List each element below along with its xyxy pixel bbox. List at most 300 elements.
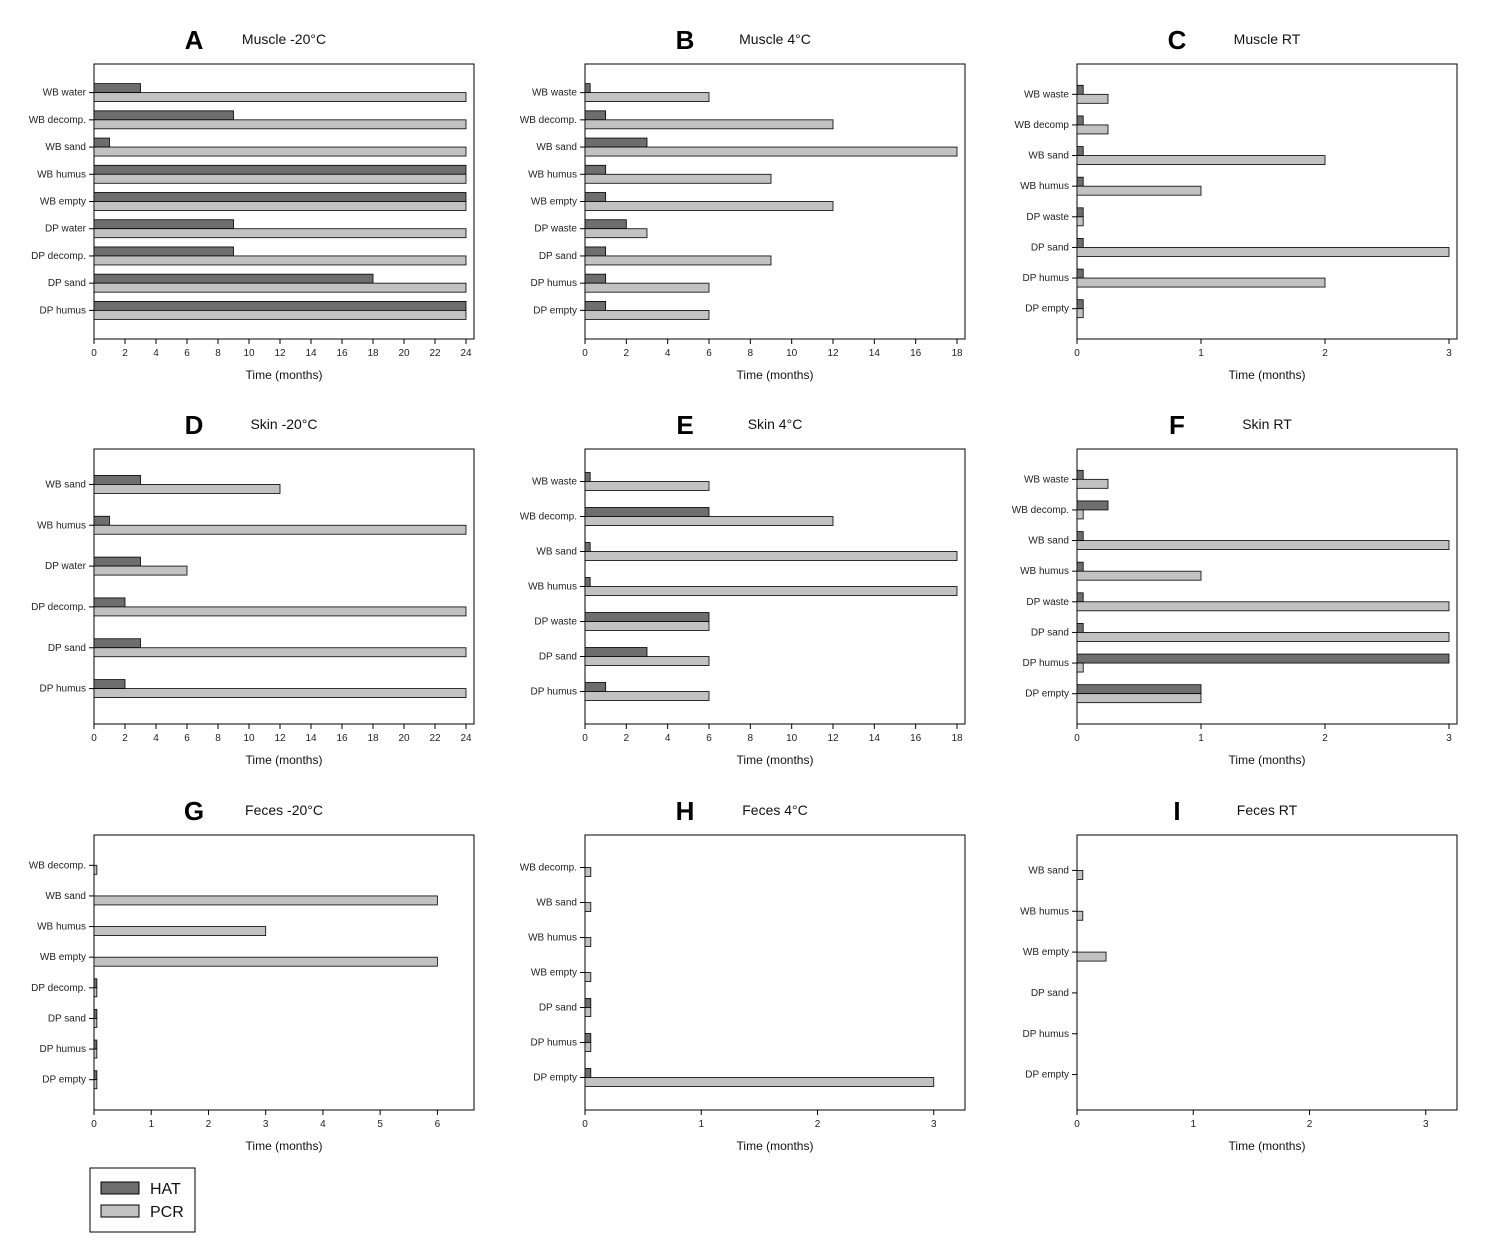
bar-pcr xyxy=(94,174,466,183)
x-tick-label: 2 xyxy=(122,348,128,359)
x-tick-label: 2 xyxy=(122,733,128,744)
bar-pcr xyxy=(585,587,957,596)
x-tick-label: 4 xyxy=(320,1119,326,1130)
x-axis-title: Time (months) xyxy=(245,368,323,382)
plot-frame xyxy=(585,835,965,1110)
panel-letter: B xyxy=(675,25,695,55)
bar-hat xyxy=(1077,269,1083,278)
bar-hat xyxy=(585,111,606,120)
bar-hat xyxy=(94,680,125,689)
category-label: WB decomp. xyxy=(519,511,577,523)
bar-pcr xyxy=(585,1008,591,1017)
bar-hat xyxy=(1077,177,1083,186)
bar-hat xyxy=(585,578,590,587)
panel-i xyxy=(1020,796,1457,1153)
panel-c xyxy=(1015,25,1457,382)
x-tick-label: 4 xyxy=(664,348,671,359)
bar-pcr xyxy=(585,93,709,102)
x-tick-label: 3 xyxy=(1446,733,1452,744)
x-tick-label: 6 xyxy=(706,733,712,744)
bar-pcr xyxy=(94,927,266,936)
x-tick-label: 8 xyxy=(747,348,754,359)
x-tick-label: 2 xyxy=(205,1119,212,1130)
bar-pcr xyxy=(585,938,591,947)
category-label: DP humus xyxy=(530,278,577,290)
category-label: WB empty xyxy=(39,952,86,964)
x-tick-label: 2 xyxy=(814,1119,821,1130)
category-label: WB empty xyxy=(1022,947,1069,959)
bar-hat xyxy=(94,111,234,120)
bar-pcr xyxy=(585,482,709,491)
x-tick-label: 1 xyxy=(148,1119,155,1130)
bar-pcr xyxy=(585,868,591,877)
category-label: WB decomp. xyxy=(519,114,577,126)
bar-hat xyxy=(1077,116,1083,125)
bar-hat xyxy=(1077,623,1083,632)
category-label: WB decomp xyxy=(1014,119,1069,131)
category-label: DP waste xyxy=(1026,596,1069,608)
category-label: DP humus xyxy=(530,686,577,698)
category-label: WB humus xyxy=(37,520,86,532)
x-axis-title: Time (months) xyxy=(736,1139,814,1153)
x-tick-label: 3 xyxy=(1422,1119,1429,1130)
panel-a xyxy=(29,25,474,382)
legend xyxy=(90,1168,195,1232)
panel-letter: H xyxy=(675,796,695,826)
category-label: WB sand xyxy=(45,479,86,491)
x-tick-label: 14 xyxy=(305,348,317,359)
panel-title: Skin 4°C xyxy=(747,416,803,432)
bar-pcr xyxy=(1077,156,1325,165)
category-label: DP sand xyxy=(47,278,86,290)
category-label: DP humus xyxy=(1022,1028,1069,1040)
bar-hat xyxy=(1077,238,1083,247)
bar-pcr xyxy=(94,525,466,534)
category-label: WB empty xyxy=(530,967,577,979)
bar-hat xyxy=(585,165,606,174)
x-tick-label: 10 xyxy=(786,733,798,744)
x-tick-label: 20 xyxy=(398,733,410,744)
bar-pcr xyxy=(1077,94,1108,103)
panel-letter: C xyxy=(1167,25,1187,55)
bar-hat xyxy=(94,1009,97,1018)
bar-hat xyxy=(585,613,709,622)
x-tick-label: 0 xyxy=(91,348,97,359)
category-label: WB humus xyxy=(528,581,577,593)
bar-hat xyxy=(585,473,590,482)
bar-hat xyxy=(1077,501,1108,510)
category-label: DP sand xyxy=(1030,242,1069,254)
category-label: DP sand xyxy=(47,642,86,654)
category-label: WB decomp. xyxy=(28,860,86,872)
bar-hat xyxy=(1077,654,1449,663)
x-tick-label: 6 xyxy=(706,348,712,359)
category-label: DP empty xyxy=(1025,688,1069,700)
bar-hat xyxy=(585,138,647,147)
category-label: DP empty xyxy=(533,305,577,317)
bar-pcr xyxy=(585,120,833,129)
bar-pcr xyxy=(585,692,709,701)
x-tick-label: 0 xyxy=(1074,733,1080,744)
plot-frame xyxy=(1077,64,1457,339)
category-label: WB sand xyxy=(45,142,86,154)
category-label: DP waste xyxy=(534,616,577,628)
bar-hat xyxy=(1077,208,1083,217)
bar-pcr xyxy=(94,896,437,905)
x-tick-label: 3 xyxy=(262,1119,269,1130)
category-label: DP water xyxy=(45,561,86,573)
x-tick-label: 16 xyxy=(910,733,922,744)
x-tick-label: 24 xyxy=(460,348,472,359)
category-label: WB sand xyxy=(1028,535,1069,547)
x-tick-label: 6 xyxy=(184,733,190,744)
bar-hat xyxy=(1077,85,1083,94)
panel-letter: E xyxy=(676,410,694,440)
panel-letter: A xyxy=(184,25,204,55)
bar-pcr xyxy=(1077,186,1201,195)
bar-hat xyxy=(1077,593,1083,602)
panel-h xyxy=(520,796,965,1153)
category-label: DP water xyxy=(45,223,86,235)
bar-hat xyxy=(94,639,141,648)
category-label: DP sand xyxy=(47,1013,86,1025)
category-label: DP waste xyxy=(534,223,577,235)
bar-pcr xyxy=(94,484,280,493)
category-label: WB waste xyxy=(1023,474,1069,486)
bar-pcr xyxy=(585,310,709,319)
category-label: DP sand xyxy=(1030,627,1069,639)
panel-letter: D xyxy=(184,410,204,440)
category-label: DP sand xyxy=(538,651,577,663)
bar-pcr xyxy=(94,229,466,238)
x-tick-label: 10 xyxy=(243,348,255,359)
category-label: WB sand xyxy=(1028,150,1069,162)
bar-pcr xyxy=(94,648,466,657)
x-tick-label: 16 xyxy=(336,348,348,359)
category-label: WB waste xyxy=(531,87,577,99)
bar-hat xyxy=(585,999,591,1008)
bar-hat xyxy=(585,683,606,692)
x-axis-title: Time (months) xyxy=(736,368,814,382)
x-tick-label: 1 xyxy=(1198,348,1204,359)
category-label: WB humus xyxy=(528,169,577,181)
panel-letter: F xyxy=(1169,410,1185,440)
x-tick-label: 18 xyxy=(951,348,963,359)
x-tick-label: 16 xyxy=(336,733,348,744)
x-tick-label: 14 xyxy=(305,733,317,744)
category-label: WB water xyxy=(42,87,86,99)
x-axis-title: Time (months) xyxy=(1228,1139,1306,1153)
bar-hat xyxy=(94,475,141,484)
bar-hat xyxy=(1077,562,1083,571)
panel-g xyxy=(29,796,474,1153)
category-label: DP waste xyxy=(1026,211,1069,223)
bar-hat xyxy=(585,648,647,657)
bar-pcr xyxy=(585,256,771,265)
bar-pcr xyxy=(1077,571,1201,580)
bar-hat xyxy=(1077,685,1201,694)
bar-pcr xyxy=(1077,694,1201,703)
x-tick-label: 12 xyxy=(827,733,839,744)
panel-title: Muscle 4°C xyxy=(739,31,811,47)
bar-pcr xyxy=(94,865,97,874)
legend-swatch-hat xyxy=(101,1182,139,1194)
bar-pcr xyxy=(1077,911,1083,920)
bar-pcr xyxy=(94,988,97,997)
bar-pcr xyxy=(1077,479,1108,488)
x-tick-label: 3 xyxy=(1446,348,1452,359)
bar-pcr xyxy=(1077,632,1449,641)
bar-pcr xyxy=(1077,602,1449,611)
bar-pcr xyxy=(94,147,466,156)
category-label: WB humus xyxy=(1020,566,1069,578)
x-tick-label: 12 xyxy=(274,348,286,359)
category-label: WB empty xyxy=(39,196,86,208)
plot-frame xyxy=(94,835,474,1110)
x-tick-label: 5 xyxy=(377,1119,383,1130)
category-label: DP decomp. xyxy=(31,250,86,262)
x-tick-label: 18 xyxy=(367,733,379,744)
category-label: WB decomp. xyxy=(519,862,577,874)
category-label: WB humus xyxy=(1020,906,1069,918)
bar-hat xyxy=(94,84,141,93)
bar-hat xyxy=(94,598,125,607)
category-label: DP sand xyxy=(538,1002,577,1014)
bar-hat xyxy=(585,301,606,310)
bar-hat xyxy=(585,508,709,517)
x-tick-label: 0 xyxy=(91,1119,97,1130)
legend-label-hat: HAT xyxy=(150,1181,181,1198)
bar-pcr xyxy=(1077,125,1108,134)
x-tick-label: 22 xyxy=(429,348,441,359)
bar-pcr xyxy=(1077,217,1083,226)
x-tick-label: 0 xyxy=(1074,1119,1080,1130)
category-label: DP empty xyxy=(42,1074,86,1086)
category-label: WB humus xyxy=(1020,181,1069,193)
x-tick-label: 14 xyxy=(868,733,880,744)
bar-hat xyxy=(585,1069,591,1078)
x-tick-label: 0 xyxy=(1074,348,1080,359)
bar-pcr xyxy=(94,202,466,211)
bar-hat xyxy=(585,274,606,283)
bar-hat xyxy=(585,247,606,256)
bar-pcr xyxy=(1077,510,1083,519)
bar-hat xyxy=(1077,147,1083,156)
category-label: WB humus xyxy=(37,169,86,181)
bar-pcr xyxy=(585,903,591,912)
bar-pcr xyxy=(585,147,957,156)
x-tick-label: 0 xyxy=(91,733,97,744)
category-label: WB sand xyxy=(536,142,577,154)
x-tick-label: 0 xyxy=(582,733,588,744)
bar-pcr xyxy=(585,517,833,526)
panel-letter: I xyxy=(1173,796,1181,826)
panel-title: Feces -20°C xyxy=(245,802,323,818)
bar-pcr xyxy=(1077,247,1449,256)
bar-pcr xyxy=(94,1080,97,1089)
x-tick-label: 0 xyxy=(582,1119,588,1130)
x-tick-label: 4 xyxy=(153,348,159,359)
x-tick-label: 24 xyxy=(460,733,472,744)
x-tick-label: 2 xyxy=(1322,348,1328,359)
bar-pcr xyxy=(585,1043,591,1052)
bar-pcr xyxy=(585,202,833,211)
x-tick-label: 12 xyxy=(274,733,286,744)
bar-pcr xyxy=(585,622,709,631)
bar-pcr xyxy=(585,229,647,238)
bar-hat xyxy=(94,301,466,310)
bar-pcr xyxy=(94,566,187,575)
x-tick-label: 8 xyxy=(747,733,754,744)
panel-b xyxy=(520,25,965,382)
category-label: DP humus xyxy=(1022,658,1069,670)
x-tick-label: 12 xyxy=(827,348,839,359)
x-tick-label: 1 xyxy=(698,1119,705,1130)
panel-title: Muscle RT xyxy=(1233,31,1301,47)
bar-pcr xyxy=(94,607,466,616)
legend-swatch-pcr xyxy=(101,1205,139,1217)
bar-pcr xyxy=(94,1049,97,1058)
panel-title: Skin -20°C xyxy=(250,416,318,432)
panel-e xyxy=(520,410,965,767)
bar-pcr xyxy=(94,689,466,698)
category-label: WB decomp. xyxy=(1011,504,1069,516)
bar-hat xyxy=(1077,300,1083,309)
category-label: DP empty xyxy=(533,1072,577,1084)
bar-hat xyxy=(94,274,373,283)
bar-pcr xyxy=(1077,309,1083,318)
bar-hat xyxy=(585,193,606,202)
plot-frame xyxy=(1077,835,1457,1110)
bar-pcr xyxy=(94,93,466,102)
bar-hat xyxy=(94,138,110,147)
bar-pcr xyxy=(1077,541,1449,550)
bar-pcr xyxy=(94,256,466,265)
x-tick-label: 8 xyxy=(215,733,221,744)
category-label: WB sand xyxy=(45,890,86,902)
x-tick-label: 18 xyxy=(951,733,963,744)
x-tick-label: 4 xyxy=(153,733,159,744)
bar-hat xyxy=(94,979,97,988)
x-tick-label: 6 xyxy=(184,348,190,359)
bar-hat xyxy=(94,1071,97,1080)
bar-pcr xyxy=(585,174,771,183)
bar-pcr xyxy=(585,657,709,666)
x-tick-label: 2 xyxy=(1306,1119,1313,1130)
x-tick-label: 18 xyxy=(367,348,379,359)
x-axis-title: Time (months) xyxy=(1228,753,1306,767)
panel-title: Feces RT xyxy=(1236,802,1298,818)
x-tick-label: 2 xyxy=(623,733,630,744)
x-axis-title: Time (months) xyxy=(245,1139,323,1153)
bar-pcr xyxy=(585,552,957,561)
x-tick-label: 1 xyxy=(1198,733,1204,744)
bar-pcr xyxy=(1077,870,1083,879)
x-tick-label: 16 xyxy=(910,348,922,359)
legend-box xyxy=(90,1168,195,1232)
x-tick-label: 0 xyxy=(582,348,588,359)
x-tick-label: 2 xyxy=(623,348,630,359)
plot-frame xyxy=(1077,449,1457,724)
bar-hat xyxy=(94,220,234,229)
category-label: WB sand xyxy=(536,546,577,558)
panel-title: Feces 4°C xyxy=(742,802,808,818)
category-label: WB waste xyxy=(1023,89,1069,101)
bar-pcr xyxy=(585,1078,934,1087)
category-label: DP sand xyxy=(1030,987,1069,999)
bar-hat xyxy=(94,557,141,566)
x-tick-label: 10 xyxy=(786,348,798,359)
category-label: WB decomp. xyxy=(28,114,86,126)
bar-hat xyxy=(94,193,466,202)
category-label: DP humus xyxy=(39,683,86,695)
bar-hat xyxy=(585,220,626,229)
category-label: WB empty xyxy=(530,196,577,208)
category-label: WB sand xyxy=(536,897,577,909)
category-label: DP decomp. xyxy=(31,982,86,994)
bar-pcr xyxy=(94,957,437,966)
category-label: DP decomp. xyxy=(31,601,86,613)
bar-hat xyxy=(585,543,590,552)
panel-d xyxy=(31,410,474,767)
x-tick-label: 8 xyxy=(215,348,221,359)
bar-pcr xyxy=(585,973,591,982)
bar-hat xyxy=(585,84,590,93)
category-label: DP sand xyxy=(538,250,577,262)
x-tick-label: 22 xyxy=(429,733,441,744)
legend-label-pcr: PCR xyxy=(150,1204,184,1221)
panel-letter: G xyxy=(183,796,205,826)
bar-pcr xyxy=(585,283,709,292)
bar-pcr xyxy=(94,1018,97,1027)
x-tick-label: 14 xyxy=(868,348,880,359)
x-tick-label: 4 xyxy=(664,733,671,744)
bar-hat xyxy=(94,516,110,525)
category-label: DP humus xyxy=(1022,273,1069,285)
category-label: DP humus xyxy=(39,1044,86,1056)
panel-title: Muscle -20°C xyxy=(241,31,327,47)
bar-hat xyxy=(94,247,234,256)
bar-hat xyxy=(1077,470,1083,479)
category-label: WB humus xyxy=(37,921,86,933)
bar-pcr xyxy=(94,283,466,292)
x-axis-title: Time (months) xyxy=(736,753,814,767)
bar-pcr xyxy=(1077,952,1106,961)
x-tick-label: 3 xyxy=(930,1119,937,1130)
x-tick-label: 6 xyxy=(434,1119,441,1130)
panel-title: Skin RT xyxy=(1242,416,1292,432)
bar-pcr xyxy=(94,120,466,129)
category-label: DP humus xyxy=(39,305,86,317)
x-tick-label: 1 xyxy=(1190,1119,1197,1130)
x-tick-label: 20 xyxy=(398,348,410,359)
bar-hat xyxy=(585,1034,591,1043)
category-label: DP empty xyxy=(1025,1069,1069,1081)
bar-pcr xyxy=(94,310,466,319)
bar-hat xyxy=(94,1040,97,1049)
bar-pcr xyxy=(1077,663,1083,672)
category-label: DP humus xyxy=(530,1037,577,1049)
x-tick-label: 2 xyxy=(1322,733,1328,744)
bar-pcr xyxy=(1077,278,1325,287)
category-label: WB waste xyxy=(531,476,577,488)
bar-hat xyxy=(94,165,466,174)
x-axis-title: Time (months) xyxy=(245,753,323,767)
bar-hat xyxy=(1077,532,1083,541)
x-axis-title: Time (months) xyxy=(1228,368,1306,382)
category-label: WB humus xyxy=(528,932,577,944)
x-tick-label: 10 xyxy=(243,733,255,744)
